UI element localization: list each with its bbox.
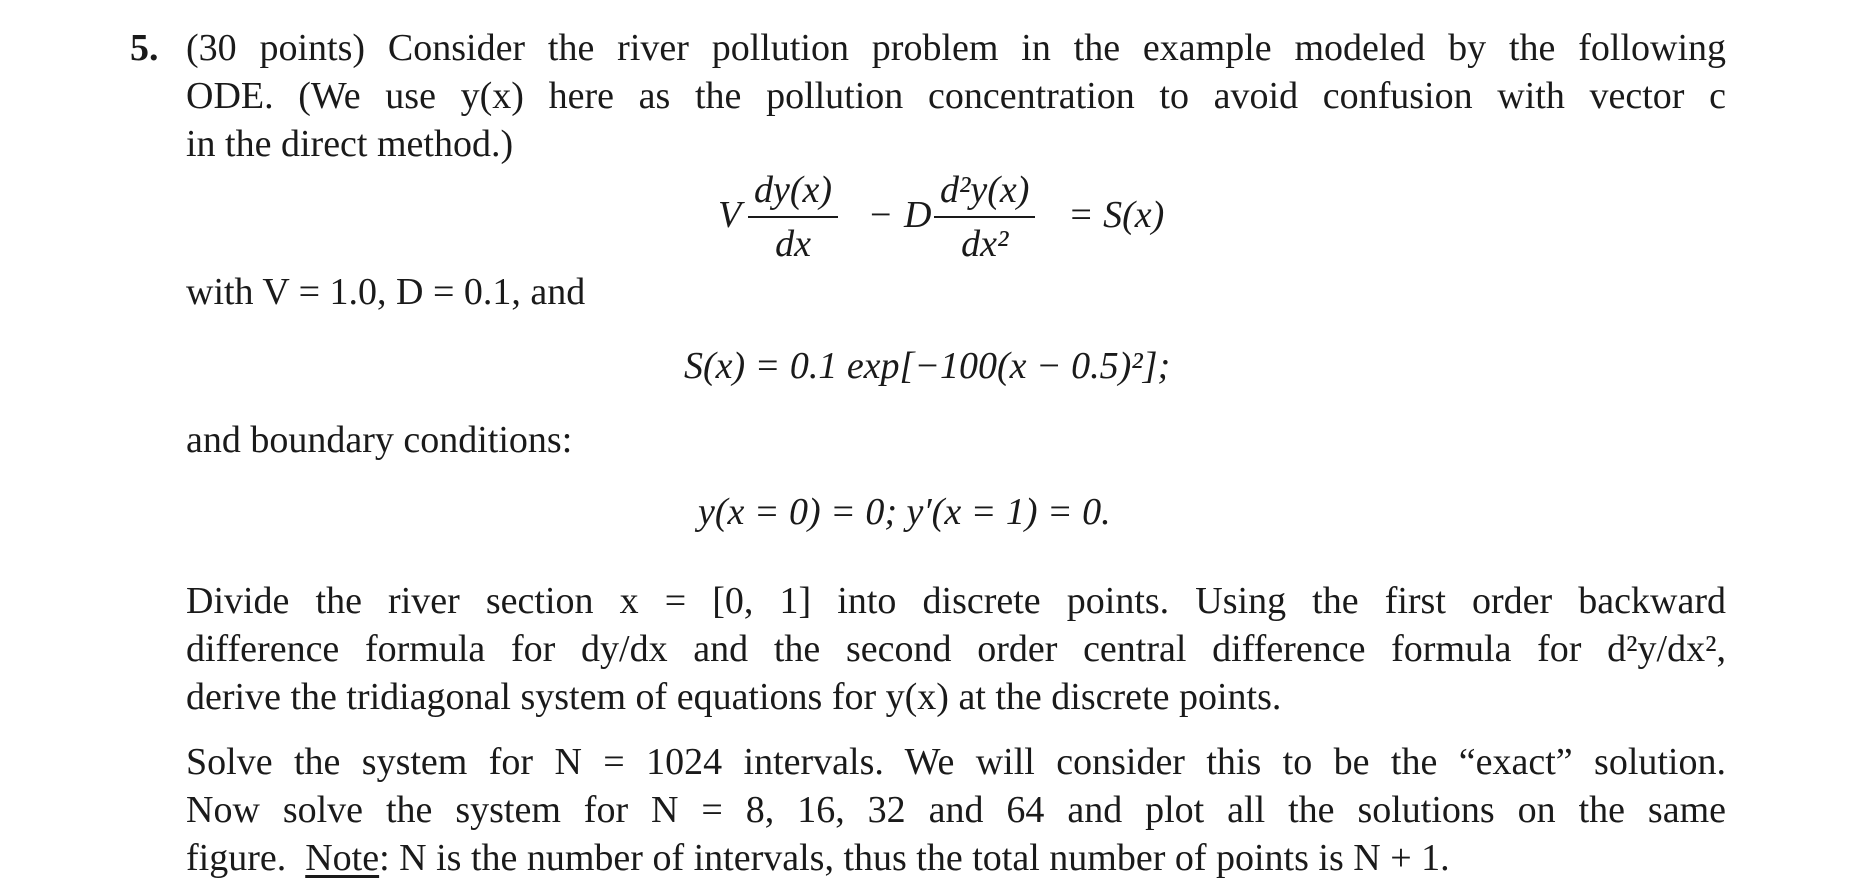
- para1-line-1: Divide the river section x = [0, 1] into discrete points. Using the first order backward: [186, 580, 1726, 622]
- ode-minus: −: [870, 194, 892, 236]
- ode-frac2-numerator: d²y(x): [940, 169, 1030, 211]
- para2-line-2: Now solve the system for N = 8, 16, 32 and 64 and plot all the solutions on the same: [186, 789, 1726, 831]
- para2-line-1: Solve the system for N = 1024 intervals. We will consider this to be the “exact” solution.: [186, 741, 1726, 783]
- para1-line-2: difference formula for dy/dx and the second order central difference formula for d²y/dx²,: [186, 628, 1726, 670]
- problem-number: 5.: [130, 27, 159, 69]
- boundary-conditions-label: and boundary conditions:: [186, 419, 573, 461]
- intro-line-1: (30 points) Consider the river pollution problem in the example modeled by the following: [186, 27, 1726, 69]
- ode-frac1-denominator: dx: [775, 223, 811, 265]
- intro-line-3: in the direct method.): [186, 123, 514, 165]
- boundary-conditions-equation: y(x = 0) = 0; y′(x = 1) = 0.: [698, 491, 1111, 533]
- ode-coef-v: V: [718, 194, 742, 236]
- ode-fraction-first: [748, 168, 838, 266]
- ode-frac1-numerator: dy(x): [754, 169, 833, 211]
- source-equation: S(x) = 0.1 exp[−100(x − 0.5)²];: [684, 345, 1171, 387]
- intro-line-2: ODE. (We use y(x) here as the pollution concentration to avoid confusion with vector c: [186, 75, 1726, 117]
- para2-line-3-end: : N is the number of intervals, thus the total number of points is N + 1.: [379, 837, 1450, 879]
- note-label: Note: [305, 837, 380, 879]
- ode-frac2-denominator: dx²: [961, 223, 1009, 265]
- with-parameters-line: with V = 1.0, D = 0.1, and: [186, 271, 586, 313]
- ode-fraction-second: [934, 168, 1035, 266]
- ode-rhs: = S(x): [1068, 194, 1165, 236]
- para1-line-3: derive the tridiagonal system of equations for y(x) at the discrete points.: [186, 676, 1282, 718]
- ode-frac2-bar: [934, 216, 1035, 218]
- para2-line-3-start: figure.: [186, 837, 287, 879]
- para2-line-3: [186, 834, 1450, 882]
- ode-frac1-bar: [748, 216, 838, 218]
- ode-coef-d: D: [904, 194, 932, 236]
